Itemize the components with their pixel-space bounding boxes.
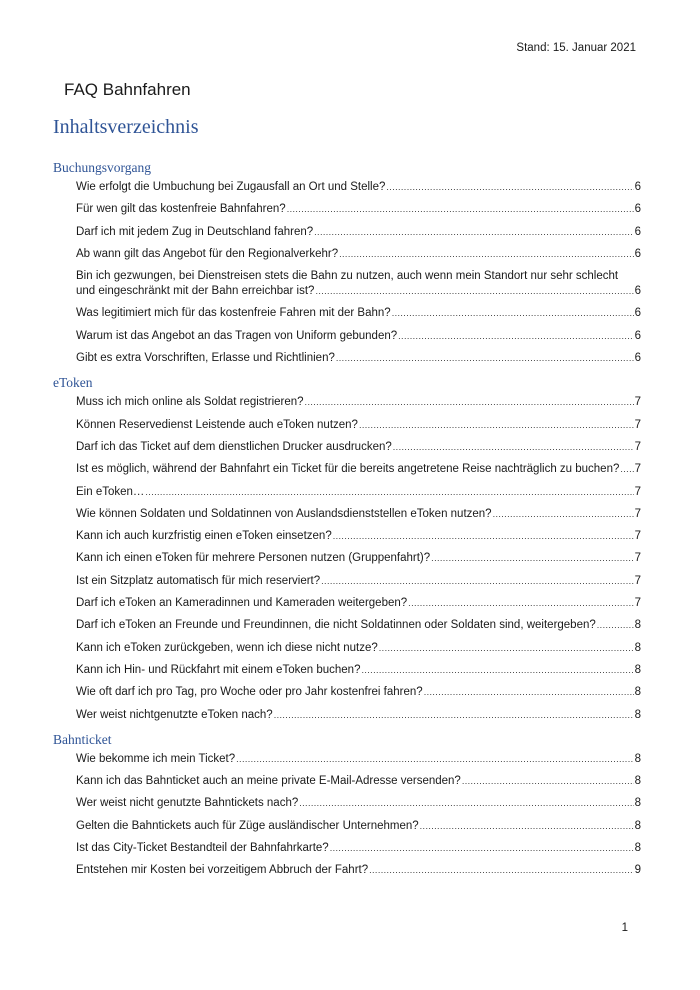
toc-section-title[interactable]: Bahnticket bbox=[53, 731, 112, 747]
toc-entry-page: 8 bbox=[634, 797, 641, 810]
toc-entry-text: Gelten die Bahntickets auch für Züge ausländischer Unternehmen? bbox=[76, 819, 419, 832]
dot-leader bbox=[330, 841, 634, 856]
toc-entry-page: 6 bbox=[634, 329, 641, 342]
toc-entry-text: Ist das City-Ticket Bestandteil der Bahnfahrkarte? bbox=[76, 842, 329, 855]
toc-entry-page: 7 bbox=[634, 507, 641, 520]
toc-entry[interactable] bbox=[76, 225, 641, 240]
toc-entry-page: 8 bbox=[634, 842, 641, 855]
toc-entry-page: 7 bbox=[634, 485, 641, 498]
toc-entry[interactable] bbox=[76, 574, 641, 589]
toc-entry-text: Ist es möglich, während der Bahnfahrt ein Ticket für die bereits angetretene Reise nachträglich zu buchen? bbox=[76, 463, 620, 476]
toc-entry-text: Was legitimiert mich für das kostenfreie Fahren mit der Bahn? bbox=[76, 307, 391, 320]
dot-leader bbox=[359, 418, 634, 433]
dot-leader bbox=[236, 752, 633, 767]
page-number: 1 bbox=[621, 922, 628, 934]
dot-leader bbox=[393, 440, 634, 455]
toc-entry-text: Wer weist nicht genutzte Bahntickets nach? bbox=[76, 797, 299, 810]
toc-entry[interactable] bbox=[76, 507, 641, 522]
toc-entry[interactable] bbox=[76, 485, 641, 500]
toc-entry-page: 7 bbox=[634, 597, 641, 610]
toc-entry[interactable] bbox=[76, 596, 641, 611]
dot-leader bbox=[620, 462, 633, 477]
dot-leader bbox=[493, 507, 634, 522]
dot-leader bbox=[315, 284, 633, 299]
toc-entry-text: Muss ich mich online als Soldat registrieren? bbox=[76, 396, 304, 409]
table-of-contents bbox=[53, 158, 641, 886]
toc-entry[interactable] bbox=[76, 685, 641, 700]
dot-leader bbox=[597, 618, 634, 633]
toc-entry[interactable] bbox=[76, 202, 641, 217]
toc-entry-text: Kann ich Hin- und Rückfahrt mit einem eToken buchen? bbox=[76, 663, 361, 676]
dot-leader bbox=[369, 863, 633, 878]
toc-entry-text: Wie oft darf ich pro Tag, pro Woche oder pro Jahr kostenfrei fahren? bbox=[76, 686, 423, 699]
toc-entry-text: Wie erfolgt die Umbuchung bei Zugausfall an Ort und Stelle? bbox=[76, 181, 386, 193]
toc-entry-text-line1: Bin ich gezwungen, bei Dienstreisen stets die Bahn zu nutzen, auch wenn mein Standort nur sehr schlecht bbox=[76, 270, 619, 283]
dot-leader bbox=[398, 329, 633, 344]
dot-leader bbox=[314, 225, 633, 240]
toc-entry-text: Kann ich eToken zurückgeben, wenn ich diese nicht nutze? bbox=[76, 641, 378, 654]
toc-entry-page: 7 bbox=[634, 552, 641, 565]
toc-entry-text: Darf ich das Ticket auf dem dienstlichen Drucker ausdrucken? bbox=[76, 440, 392, 453]
toc-entry-text: Ein eToken… bbox=[76, 485, 145, 498]
toc-entry-page: 6 bbox=[634, 285, 641, 298]
toc-entry-text: Kann ich einen eToken für mehrere Personen nutzen (Gruppenfahrt)? bbox=[76, 552, 431, 565]
dot-leader bbox=[386, 180, 633, 195]
toc-entry-page: 8 bbox=[634, 819, 641, 832]
toc-section bbox=[53, 730, 641, 878]
toc-entry[interactable] bbox=[76, 774, 641, 789]
toc-entry-text: Entstehen mir Kosten bei vorzeitigem Abbruch der Fahrt? bbox=[76, 864, 369, 877]
toc-entry-page: 8 bbox=[634, 708, 641, 721]
toc-entry[interactable] bbox=[76, 641, 641, 656]
document-title: FAQ Bahnfahren bbox=[64, 80, 191, 99]
toc-entry-page: 6 bbox=[634, 181, 641, 193]
dot-leader bbox=[305, 395, 634, 410]
dot-leader bbox=[431, 551, 633, 566]
dot-leader bbox=[462, 774, 634, 789]
toc-section-title[interactable]: Buchungsvorgang bbox=[53, 160, 151, 175]
toc-entry[interactable] bbox=[76, 395, 641, 410]
toc-entry[interactable] bbox=[76, 841, 641, 856]
toc-entry[interactable] bbox=[76, 180, 641, 195]
dot-leader bbox=[274, 708, 634, 723]
dot-leader bbox=[408, 596, 633, 611]
toc-entry-page: 8 bbox=[634, 619, 641, 632]
dot-leader bbox=[321, 574, 633, 589]
toc-entry[interactable] bbox=[76, 863, 641, 878]
toc-entry-page: 6 bbox=[634, 247, 641, 260]
dot-leader bbox=[361, 663, 633, 678]
toc-entry-text: Ab wann gilt das Angebot für den Regionalverkehr? bbox=[76, 247, 339, 260]
dot-leader bbox=[287, 202, 634, 217]
toc-entry-page: 8 bbox=[634, 686, 641, 699]
dot-leader bbox=[392, 306, 634, 321]
toc-entry[interactable] bbox=[76, 351, 641, 366]
toc-entry-text: Warum ist das Angebot an das Tragen von Uniform gebunden? bbox=[76, 329, 398, 342]
toc-entry[interactable] bbox=[76, 708, 641, 723]
toc-entry-text: Für wen gilt das kostenfreie Bahnfahren? bbox=[76, 203, 286, 216]
toc-entry-text: Darf ich eToken an Freunde und Freundinnen, die nicht Soldatinnen oder Soldaten sind, weitergeben? bbox=[76, 619, 596, 632]
toc-entry-text: Wie bekomme ich mein Ticket? bbox=[76, 752, 236, 765]
toc-entry[interactable] bbox=[76, 529, 641, 544]
toc-entry[interactable] bbox=[76, 462, 641, 477]
toc-entry[interactable] bbox=[76, 329, 641, 344]
toc-entry[interactable] bbox=[76, 306, 641, 321]
toc-section bbox=[53, 158, 641, 366]
toc-entry[interactable] bbox=[76, 551, 641, 566]
dot-leader bbox=[336, 351, 634, 366]
toc-entry[interactable] bbox=[76, 269, 641, 299]
dot-leader bbox=[333, 529, 634, 544]
toc-entry-page: 7 bbox=[634, 440, 641, 453]
toc-entry-text: Kann ich auch kurzfristig einen eToken einsetzen? bbox=[76, 530, 332, 543]
dot-leader bbox=[424, 685, 634, 700]
toc-entry-text: Gibt es extra Vorschriften, Erlasse und Richtlinien? bbox=[76, 352, 335, 365]
toc-entry[interactable] bbox=[76, 418, 641, 433]
toc-entry-page: 7 bbox=[634, 574, 641, 587]
toc-entry-page: 7 bbox=[634, 530, 641, 543]
dot-leader bbox=[420, 819, 634, 834]
toc-entry-page: 7 bbox=[634, 463, 641, 476]
toc-entry-page: 8 bbox=[634, 752, 641, 765]
toc-entry-text: Ist ein Sitzplatz automatisch für mich reserviert? bbox=[76, 574, 321, 587]
dot-leader bbox=[339, 247, 633, 262]
toc-entry-page: 9 bbox=[634, 864, 641, 877]
toc-entry-text: Darf ich eToken an Kameradinnen und Kameraden weitergeben? bbox=[76, 597, 408, 610]
toc-entry-text: Können Reservedienst Leistende auch eToken nutzen? bbox=[76, 418, 358, 431]
toc-entry[interactable] bbox=[76, 440, 641, 455]
document-date: Stand: 15. Januar 2021 bbox=[516, 42, 636, 54]
toc-heading: Inhaltsverzeichnis bbox=[53, 116, 199, 138]
dot-leader bbox=[299, 796, 633, 811]
toc-entry-text: und eingeschränkt mit der Bahn erreichbar ist? bbox=[76, 285, 315, 298]
toc-entry-page: 6 bbox=[634, 352, 641, 365]
toc-section-title[interactable]: eToken bbox=[53, 375, 93, 391]
toc-section bbox=[53, 373, 641, 722]
toc-entry-text: Wer weist nichtgenutzte eToken nach? bbox=[76, 708, 273, 721]
toc-entry-page: 8 bbox=[634, 775, 641, 788]
toc-entry-page: 7 bbox=[634, 396, 641, 409]
toc-entry-text: Wie können Soldaten und Soldatinnen von Auslandsdienststellen eToken nutzen? bbox=[76, 507, 492, 520]
dot-leader bbox=[145, 485, 633, 500]
toc-entry[interactable] bbox=[76, 752, 641, 767]
toc-entry-page: 6 bbox=[634, 225, 641, 238]
toc-entry[interactable] bbox=[76, 618, 641, 633]
toc-entry[interactable] bbox=[76, 247, 641, 262]
toc-entry-page: 7 bbox=[634, 418, 641, 431]
dot-leader bbox=[379, 641, 634, 656]
toc-entry[interactable] bbox=[76, 819, 641, 834]
toc-entry[interactable] bbox=[76, 663, 641, 678]
toc-entry-page: 6 bbox=[634, 203, 641, 216]
toc-entry[interactable] bbox=[76, 796, 641, 811]
toc-entry-page: 8 bbox=[634, 641, 641, 654]
toc-entry-page: 8 bbox=[634, 663, 641, 676]
toc-entry-text: Kann ich das Bahnticket auch an meine private E-Mail-Adresse versenden? bbox=[76, 775, 461, 788]
toc-entry-page: 6 bbox=[634, 307, 641, 320]
toc-entry-text: Darf ich mit jedem Zug in Deutschland fahren? bbox=[76, 225, 314, 238]
